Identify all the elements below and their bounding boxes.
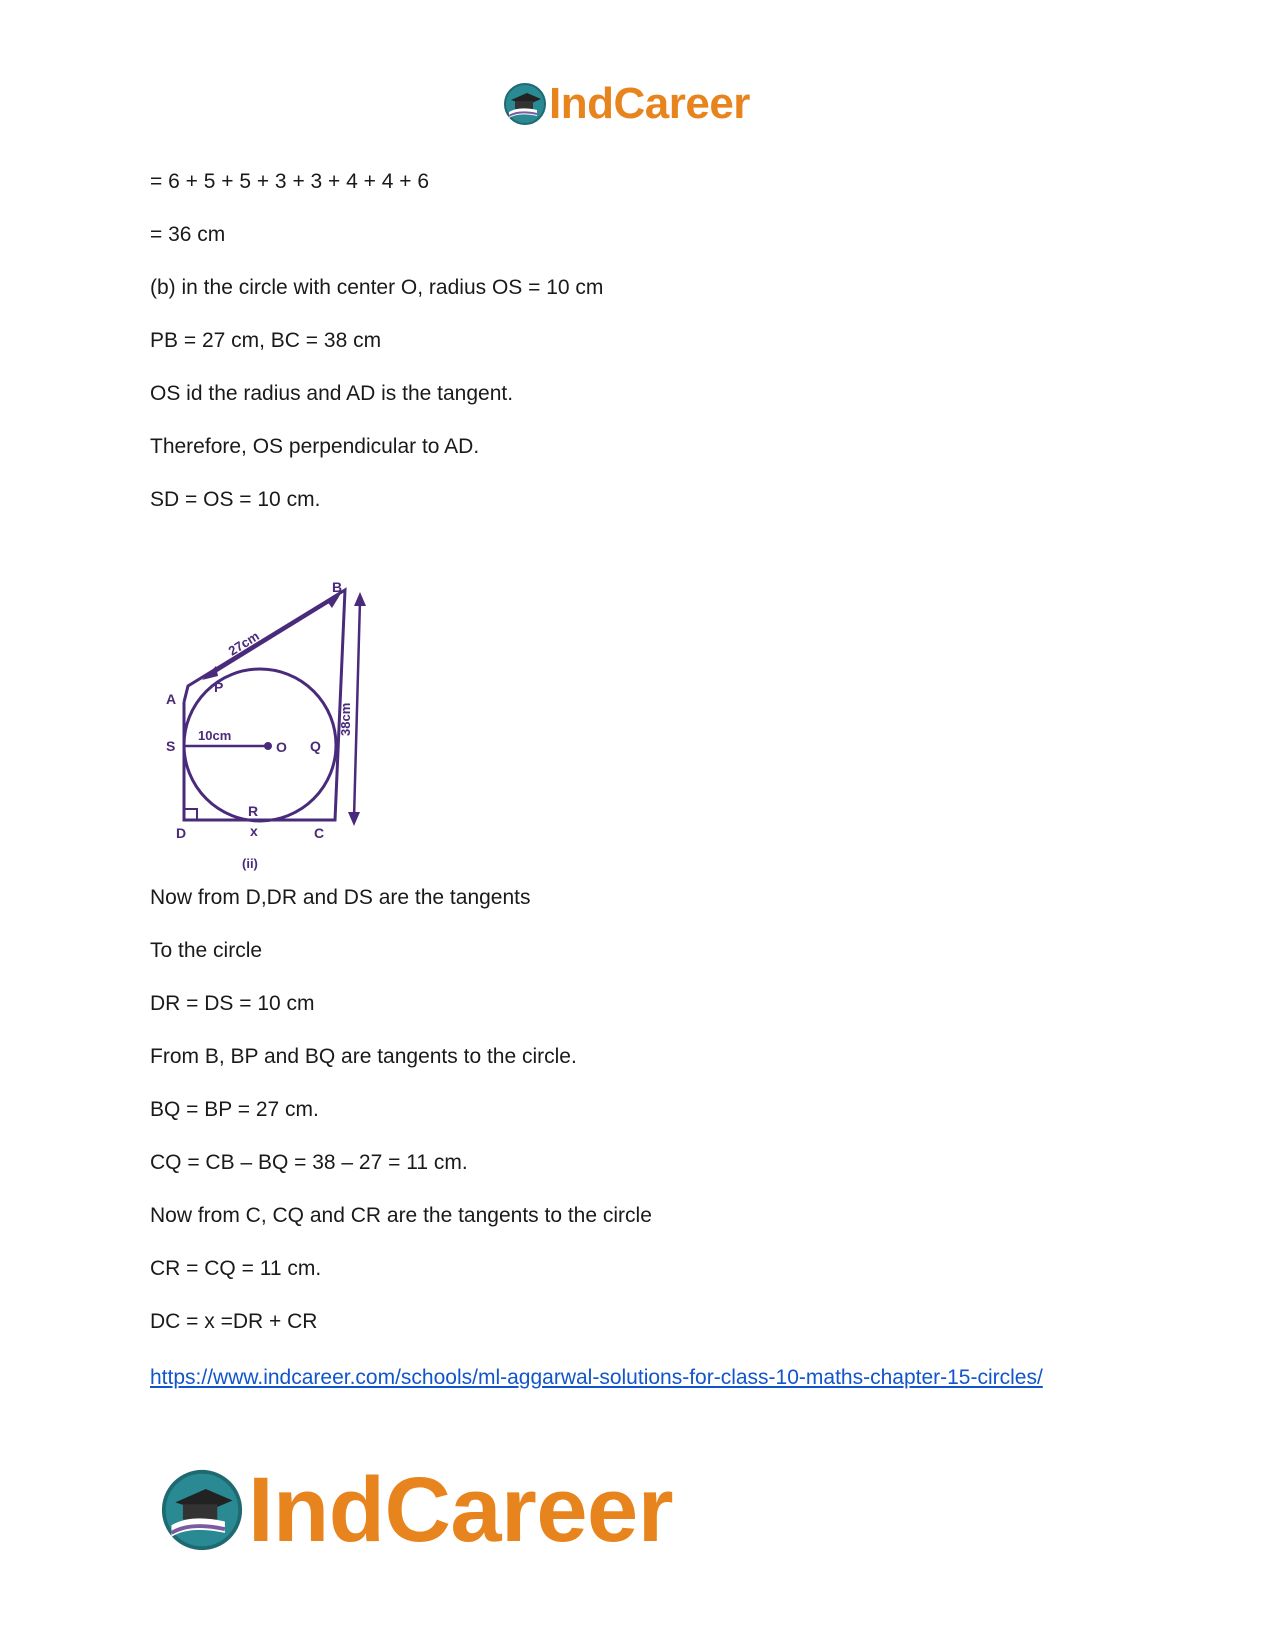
text-line: Now from D,DR and DS are the tangents <box>150 886 531 909</box>
arrowhead <box>354 592 366 606</box>
figure-caption: (ii) <box>242 856 258 871</box>
text-line: From B, BP and BQ are tangents to the circle. <box>150 1045 577 1068</box>
source-link[interactable]: https://www.indcareer.com/schools/ml-aggarwal-solutions-for-class-10-maths-chapter-15-circles/ <box>150 1366 1043 1389</box>
text-line: PB = 27 cm, BC = 38 cm <box>150 329 382 352</box>
quadrilateral <box>184 590 345 820</box>
pb-dimension-line <box>210 598 335 675</box>
right-angle-marker <box>184 809 197 820</box>
text-line: CR = CQ = 11 cm. <box>150 1257 322 1280</box>
logo-wordmark: IndCareer <box>248 1459 673 1561</box>
label-c: C <box>314 825 325 841</box>
graduation-globe-icon <box>160 1468 244 1552</box>
text-line: = 36 cm <box>150 223 226 246</box>
graduation-globe-icon <box>503 82 547 126</box>
text-line: CQ = CB – BQ = 38 – 27 = 11 cm. <box>150 1151 468 1174</box>
label-p: P <box>214 679 224 695</box>
text-line: DC = x =DR + CR <box>150 1310 318 1333</box>
label-b: B <box>332 579 343 595</box>
text-line: = 6 + 5 + 5 + 3 + 3 + 4 + 4 + 6 <box>150 170 430 193</box>
label-10cm: 10cm <box>198 728 232 743</box>
bc-dimension-line <box>354 600 360 818</box>
label-a: A <box>166 691 177 707</box>
footer-logo <box>160 1460 673 1560</box>
text-line: BQ = BP = 27 cm. <box>150 1098 319 1121</box>
text-line: To the circle <box>150 939 263 962</box>
text-line: (b) in the circle with center O, radius OS = 10 cm <box>150 276 604 299</box>
arrowhead <box>202 666 218 680</box>
text-line: SD = OS = 10 cm. <box>150 488 321 511</box>
label-r: R <box>248 803 259 819</box>
circle-tangent-figure <box>150 578 390 883</box>
figure-svg <box>150 578 390 878</box>
label-x: x <box>250 823 258 839</box>
label-s: S <box>166 738 176 754</box>
text-line: OS id the radius and AD is the tangent. <box>150 382 514 405</box>
logo-wordmark: IndCareer <box>549 79 750 128</box>
text-line: DR = DS = 10 cm <box>150 992 315 1015</box>
label-q: Q <box>310 738 321 754</box>
text-line: Now from C, CQ and CR are the tangents to the circle <box>150 1204 652 1227</box>
label-o: O <box>276 739 287 755</box>
label-d: D <box>176 825 187 841</box>
label-27cm: 27cm <box>225 628 262 659</box>
header-logo <box>503 78 750 130</box>
text-line: Therefore, OS perpendicular to AD. <box>150 435 480 458</box>
center-point <box>264 742 272 750</box>
arrowhead <box>348 812 360 826</box>
label-38cm: 38cm <box>338 702 353 736</box>
